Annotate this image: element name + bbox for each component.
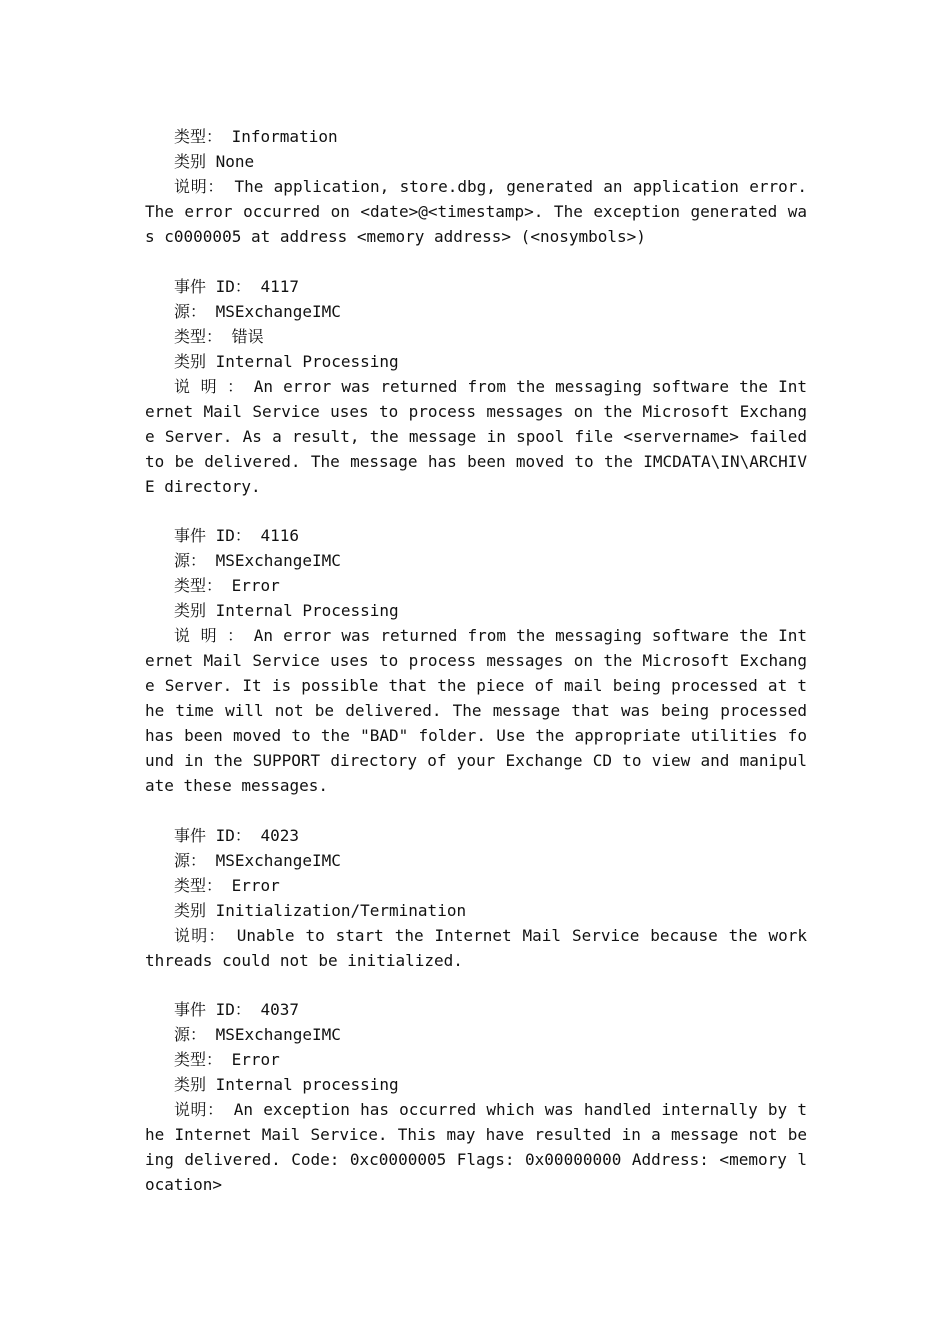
event-description (145, 923, 807, 973)
event-source: 源： MSExchangeIMC (174, 301, 341, 321)
paragraph-gap (145, 973, 807, 998)
event-type: 类型： Information (174, 127, 338, 146)
description-label: 说明： (174, 925, 226, 945)
event-id: 事件 ID： 4037 (174, 1000, 300, 1019)
description-text: Unable to start the Internet Mail Service because the work threads could not be initialized. (145, 925, 807, 970)
event-entry-4023 (145, 823, 807, 973)
paragraph-gap (145, 249, 807, 274)
event-source: 源： MSExchangeIMC (174, 551, 341, 570)
paragraph-gap (145, 499, 807, 524)
event-category: 类别 None (174, 152, 255, 171)
description-label: 说 明 ： (174, 376, 244, 396)
event-description (145, 374, 807, 499)
event-category: 类别 Internal Processing (174, 351, 399, 371)
paragraph-gap (145, 798, 807, 823)
description-label: 说 明 ： (174, 626, 244, 645)
event-source: 源： MSExchangeIMC (174, 1025, 341, 1044)
event-source: 源： MSExchangeIMC (174, 850, 341, 870)
event-id: 事件 ID： 4116 (174, 526, 300, 545)
event-type: 类型： Error (174, 1050, 280, 1069)
description-text: An error was returned from the messaging software the Internet Mail Service uses to process messages on the Microsoft Exchange Server. It is possible that the piece of mail being processed at the time will not be delivered. The message that was being processed has been moved to the "BAD" folder. Use the appropriate utilities found in the SUPPORT directory of your Exchange CD to view and manipulate these messages. (145, 626, 807, 795)
event-entry-4117 (145, 274, 807, 499)
event-id: 事件 ID： 4023 (174, 825, 300, 845)
document-body (145, 124, 807, 1197)
event-entry-4037 (145, 997, 807, 1197)
event-category: 类别 Initialization/Termination (174, 900, 467, 920)
description-text: The application, store.dbg, generated an application error. The error occurred on <date>@<timestamp>. The exception generated was c0000005 at address <memory address> (<nosymbols>) (145, 177, 807, 246)
event-description (145, 174, 807, 249)
event-type: 类型： Error (174, 576, 280, 595)
description-label: 说明： (174, 1100, 224, 1119)
description-text: An error was returned from the messaging software the Internet Mail Service uses to process messages on the Microsoft Exchange Server. As a result, the message in spool file <servername> failed to be delivered. The message has been moved to the IMCDATA\IN\ARCHIVE directory. (145, 376, 807, 496)
description-text: An exception has occurred which was handled internally by the Internet Mail Service. This may have resulted in a message not being delivered. Code: 0xc0000005 Flags: 0x00000000 Address: <memory location> (145, 1100, 807, 1194)
event-description (145, 1097, 807, 1197)
description-label: 说明： (174, 177, 225, 196)
event-entry-intro (145, 124, 807, 249)
event-type: 类型： 错误 (174, 326, 264, 346)
event-description (145, 623, 807, 798)
event-id: 事件 ID： 4117 (174, 276, 300, 296)
event-type: 类型： Error (174, 875, 280, 895)
event-entry-4116 (145, 523, 807, 798)
event-category: 类别 Internal processing (174, 1075, 399, 1094)
event-category: 类别 Internal Processing (174, 601, 399, 620)
